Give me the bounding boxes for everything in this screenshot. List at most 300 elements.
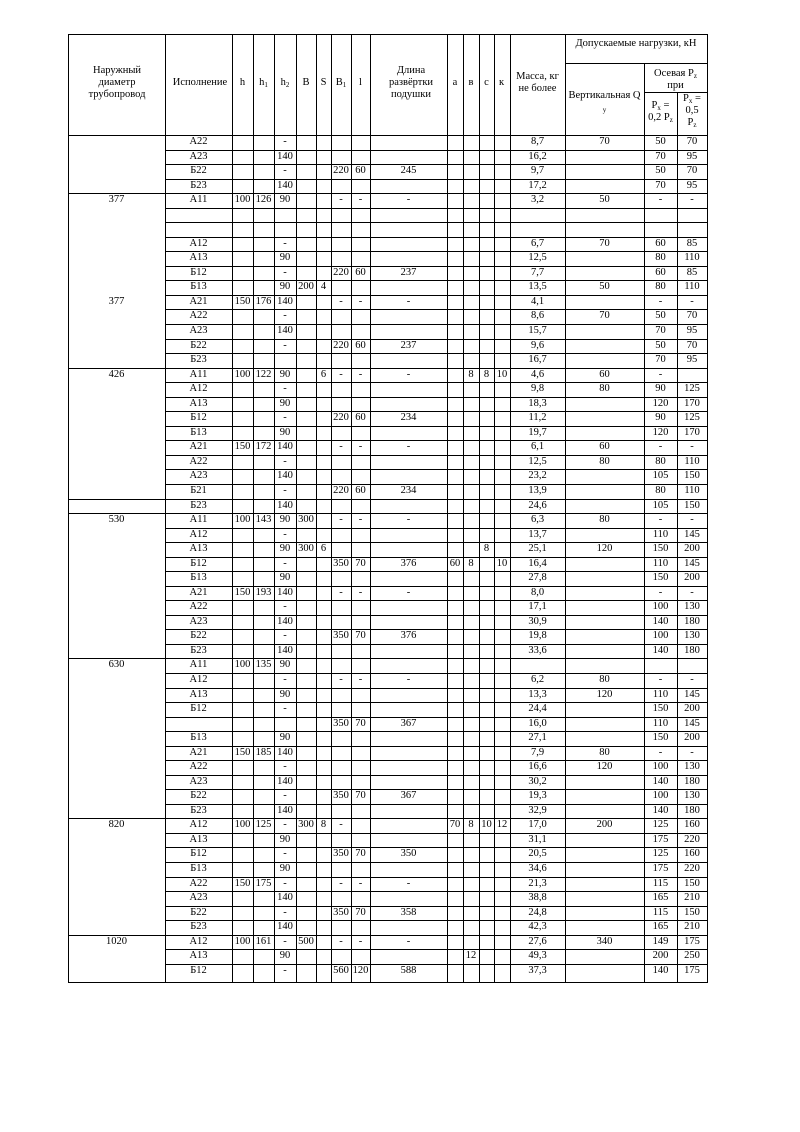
cell-m: 8,0	[530, 586, 545, 598]
cell-p1: 100	[652, 790, 669, 802]
cell-h2: -	[283, 266, 287, 278]
row-line	[165, 600, 708, 601]
header-c: c	[484, 77, 489, 88]
cell-p2: 130	[684, 601, 700, 613]
cell-dl: -	[406, 673, 411, 685]
cell-h: 150	[234, 746, 251, 758]
cell-p2: 200	[684, 703, 700, 715]
cell-m: 6,1	[530, 441, 545, 453]
cell-l: -	[358, 295, 363, 307]
cell-isp: А13	[189, 950, 208, 962]
cell-p2: 130	[684, 630, 700, 642]
cell-p1: 80	[655, 455, 666, 467]
cell-h: 100	[234, 514, 251, 526]
row-line	[165, 949, 708, 950]
cell-p1: 90	[655, 412, 666, 424]
cell-isp: Б22	[190, 790, 207, 802]
cell-h: 150	[234, 295, 251, 307]
row-line	[165, 222, 708, 223]
cell-dl: -	[406, 441, 411, 453]
cell-p2: 70	[686, 136, 698, 147]
cell-p1: -	[658, 673, 663, 685]
cell-p2: 110	[684, 252, 700, 264]
cell-h2: -	[283, 601, 287, 613]
cell-dl: -	[406, 877, 411, 889]
cell-p2: 125	[684, 383, 700, 395]
row-line	[165, 615, 708, 616]
cell-q: 70	[599, 310, 610, 322]
cell-h2: 140	[277, 746, 293, 758]
cell-isp: Б23	[190, 354, 207, 366]
cell-isp: Б23	[190, 921, 207, 933]
cell-p1: 80	[655, 484, 666, 496]
cell-q: 120	[596, 761, 613, 773]
cell-m: 19,7	[528, 426, 547, 438]
cell-m: 16,6	[528, 761, 547, 773]
cell-b1: -	[339, 877, 343, 889]
cell-p2: -	[690, 586, 694, 598]
cell-b1: -	[339, 673, 343, 685]
dimensions-table	[68, 34, 707, 982]
cell-q: 120	[596, 688, 613, 700]
cell-h2: -	[283, 165, 287, 177]
cell-p2: 175	[684, 935, 700, 947]
cell-isp: А23	[189, 775, 208, 787]
cell-h2: -	[283, 455, 287, 467]
cell-dl: -	[406, 935, 411, 947]
cell-isp: А23	[189, 470, 208, 482]
cell-isp: А13	[189, 397, 208, 409]
cell-p2: -	[690, 514, 694, 526]
cell-p1: 115	[652, 906, 669, 918]
cell-c: 10	[481, 819, 492, 831]
cell-l: 70	[355, 717, 366, 729]
cell-p2: 130	[684, 761, 700, 773]
cell-S: 6	[320, 368, 327, 380]
cell-isp: Б21	[190, 484, 207, 496]
cell-isp: А22	[189, 601, 208, 613]
row-line	[165, 353, 708, 354]
cell-p1: 150	[652, 703, 669, 715]
cell-p1: 165	[652, 921, 669, 933]
cell-p2: 145	[684, 688, 700, 700]
cell-isp: Б13	[190, 732, 207, 744]
cell-p2: 250	[684, 950, 700, 962]
cell-h2: 140	[277, 470, 293, 482]
cell-p2: 145	[684, 528, 700, 540]
cell-l: -	[358, 877, 363, 889]
cell-p2: 200	[684, 543, 700, 555]
cell-h2: 140	[277, 644, 293, 656]
cell-m: 20,5	[528, 848, 547, 860]
cell-l: -	[358, 194, 363, 206]
cell-p2: 180	[684, 644, 700, 656]
cell-isp: Б12	[190, 412, 207, 424]
cell-h2: -	[283, 630, 287, 642]
cell-p1: 120	[652, 426, 669, 438]
cell-m: 24,8	[528, 906, 547, 918]
cell-p2: 150	[684, 499, 700, 511]
header-h1: $h_1$	[259, 77, 268, 89]
header-osevaya: Осевая $P_z$ при	[654, 68, 697, 91]
cell-p2: 125	[684, 412, 700, 424]
cell-h2: -	[283, 136, 287, 147]
cell-isp: А13	[189, 252, 208, 264]
cell-h2: -	[283, 383, 287, 395]
header-ispolnenie: Исполнение	[172, 77, 228, 88]
cell-m: 13,3	[528, 688, 547, 700]
header-h2: $h_2$	[280, 77, 290, 89]
cell-isp: А22	[189, 877, 208, 889]
cell-p1: 149	[652, 935, 669, 947]
cell-b1: -	[339, 441, 343, 453]
cell-isp: Б23	[190, 179, 207, 191]
vertical-line	[565, 34, 566, 983]
cell-d: 377	[108, 295, 125, 307]
cell-isp: Б12	[190, 266, 207, 278]
row-line	[165, 150, 708, 151]
cell-m: 17,2	[528, 179, 547, 191]
cell-p2: 170	[684, 426, 700, 438]
cell-p1: 100	[652, 630, 669, 642]
row-line	[165, 731, 708, 732]
cell-h2: 140	[277, 804, 293, 816]
cell-m: 8,6	[530, 310, 545, 322]
cell-l: 60	[355, 484, 366, 496]
cell-m: 18,3	[528, 397, 547, 409]
cell-p2: 70	[686, 310, 698, 322]
cell-p2: -	[690, 295, 694, 307]
cell-m: 3,2	[530, 194, 545, 206]
cell-p2: 145	[684, 717, 700, 729]
cell-p1: 140	[652, 644, 669, 656]
cell-h: 150	[234, 441, 251, 453]
cell-p2: 200	[684, 732, 700, 744]
cell-isp: Б12	[190, 964, 207, 976]
vertical-line	[253, 34, 254, 983]
header-massa: Масса, кг не более	[516, 71, 559, 94]
row-line	[165, 571, 708, 572]
cell-l: 70	[355, 557, 366, 569]
cell-h2: -	[283, 528, 287, 540]
cell-k: 12	[496, 819, 508, 831]
cell-q: 70	[599, 136, 610, 147]
cell-b1: 350	[333, 906, 349, 918]
cell-m: 6,2	[530, 673, 545, 685]
cell-p1: 110	[652, 557, 669, 569]
cell-p2: 160	[684, 848, 700, 860]
vertical-line	[479, 34, 480, 983]
vertical-line	[447, 34, 448, 983]
cell-isp: А12	[189, 383, 208, 395]
cell-h: 100	[234, 935, 251, 947]
cell-dl: 588	[400, 964, 417, 976]
cell-m: 8,7	[530, 136, 545, 147]
cell-p2: 150	[684, 470, 700, 482]
row-line	[165, 920, 708, 921]
cell-l: -	[358, 441, 363, 453]
cell-h1: 161	[255, 935, 272, 947]
cell-b1: 350	[333, 848, 349, 860]
cell-h2: 140	[277, 295, 293, 307]
cell-h: 150	[234, 877, 251, 889]
cell-p2: -	[690, 746, 694, 758]
cell-isp: А23	[189, 150, 208, 162]
cell-B: 300	[298, 819, 314, 831]
cell-h2: -	[283, 790, 287, 802]
header-B: B	[302, 77, 310, 88]
cell-p1: 150	[652, 543, 669, 555]
row-line	[165, 775, 708, 776]
cell-isp: А11	[189, 368, 208, 380]
cell-p1: 90	[655, 383, 666, 395]
cell-m: 31,1	[528, 833, 547, 845]
cell-b1: 350	[333, 557, 349, 569]
row-line	[165, 804, 708, 805]
cell-p1: 140	[652, 615, 669, 627]
cell-b1: 350	[333, 717, 349, 729]
cell-p2: 160	[684, 819, 700, 831]
cell-m: 38,8	[528, 892, 547, 904]
cell-h2: 140	[277, 586, 293, 598]
cell-m: 37,3	[528, 964, 547, 976]
cell-h2: -	[283, 237, 287, 249]
cell-dl: -	[406, 586, 411, 598]
row-line	[165, 426, 708, 427]
cell-m: 16,2	[528, 150, 547, 162]
cell-b1: -	[339, 819, 343, 831]
cell-p2: 180	[684, 804, 700, 816]
cell-isp: А11	[189, 194, 208, 206]
cell-h2: 90	[279, 368, 291, 380]
cell-k: 10	[496, 557, 508, 569]
cell-l: 70	[355, 906, 366, 918]
header-h: h	[239, 77, 246, 88]
cell-q: 340	[596, 935, 613, 947]
cell-l: 60	[355, 266, 366, 278]
cell-p2: -	[690, 441, 694, 453]
cell-p1: -	[658, 295, 663, 307]
cell-b1: 220	[333, 484, 349, 496]
vertical-line	[296, 34, 297, 983]
cell-p1: 110	[652, 688, 669, 700]
cell-q: 80	[599, 455, 610, 467]
cell-p1: 125	[652, 848, 669, 860]
cell-m: 23,2	[528, 470, 547, 482]
cell-p1: 110	[652, 528, 669, 540]
cell-l: -	[358, 368, 363, 380]
cell-p1: 70	[655, 150, 666, 162]
cell-b1: -	[339, 514, 343, 526]
cell-p2: 175	[684, 964, 700, 976]
cell-m: 32,9	[528, 804, 547, 816]
cell-B: 300	[298, 514, 314, 526]
cell-p2: 95	[686, 179, 698, 191]
cell-m: 30,9	[528, 615, 547, 627]
cell-isp: А12	[189, 819, 208, 831]
cell-b: 8	[468, 819, 474, 831]
cell-p1: 175	[652, 863, 669, 874]
cell-isp: А11	[189, 514, 208, 526]
cell-isp: А12	[189, 673, 208, 685]
cell-isp: Б13	[190, 863, 207, 874]
cell-h2: 90	[279, 426, 291, 438]
cell-isp: А22	[189, 310, 208, 322]
cell-p1: 80	[655, 252, 666, 264]
cell-p2: 95	[686, 354, 698, 366]
cell-isp: А12	[189, 528, 208, 540]
cell-p2: 220	[684, 833, 700, 845]
cell-dl: -	[406, 194, 411, 206]
header-dopuskaemye: Допускаемые нагрузки, кН	[575, 38, 697, 49]
row-line	[165, 644, 708, 645]
cell-h: 100	[234, 368, 251, 380]
cell-h2: -	[283, 906, 287, 918]
cell-p1: 50	[655, 136, 666, 147]
vertical-line	[463, 34, 464, 983]
cell-q: 70	[599, 237, 610, 249]
cell-h2: 90	[279, 732, 291, 744]
cell-m: 15,7	[528, 325, 547, 337]
cell-p1: 60	[655, 237, 666, 249]
cell-h1: 193	[255, 586, 272, 598]
cell-h2: -	[283, 848, 287, 860]
cell-b1: -	[339, 295, 343, 307]
cell-h2: -	[283, 761, 287, 773]
cell-m: 33,6	[528, 644, 547, 656]
cell-S: 6	[320, 543, 327, 555]
cell-dl: 376	[400, 630, 417, 642]
cell-dl: -	[406, 368, 411, 380]
cell-p2: -	[690, 194, 694, 206]
cell-isp: Б13	[190, 426, 207, 438]
cell-l: 60	[355, 339, 366, 351]
cell-isp: А12	[189, 935, 208, 947]
cell-a: 70	[449, 819, 461, 831]
cell-d: 377	[108, 194, 125, 206]
cell-p1: 150	[652, 572, 669, 584]
cell-l: 70	[355, 790, 366, 802]
cell-q: 80	[599, 383, 610, 395]
cell-c: 8	[483, 543, 490, 555]
cell-q: 50	[599, 281, 610, 293]
cell-m: 42,3	[528, 921, 547, 933]
header-diameter: Наружный диаметр трубопровод	[88, 65, 146, 100]
cell-h2: 140	[277, 325, 293, 337]
cell-p1: 115	[652, 877, 669, 889]
cell-m: 9,6	[530, 339, 545, 351]
header-b: в	[468, 77, 474, 88]
cell-m: 21,3	[528, 877, 547, 889]
cell-h2: 90	[279, 281, 291, 293]
cell-l: 70	[355, 630, 366, 642]
cell-c: 8	[483, 368, 490, 380]
cell-p1: -	[658, 441, 663, 453]
row-line	[165, 528, 708, 529]
cell-m: 27,1	[528, 732, 547, 744]
cell-isp: Б22	[190, 339, 207, 351]
cell-isp: А21	[189, 441, 208, 453]
cell-m: 49,3	[528, 950, 547, 962]
cell-p1: 80	[655, 281, 666, 293]
cell-p1: -	[658, 586, 663, 598]
header-dlina: Длина развёртки подушки	[388, 65, 434, 100]
cell-h2: -	[283, 412, 287, 424]
cell-h1: 175	[255, 877, 272, 889]
cell-p2: -	[690, 673, 694, 685]
cell-h: 150	[234, 586, 251, 598]
vertical-line	[494, 34, 495, 983]
cell-p2: 220	[684, 863, 700, 874]
cell-isp: А12	[189, 237, 208, 249]
cell-m: 19,3	[528, 790, 547, 802]
cell-b1: 220	[333, 339, 349, 351]
cell-m: 16,4	[528, 557, 547, 569]
cell-p2: 170	[684, 397, 700, 409]
cell-h1: 185	[255, 746, 272, 758]
cell-b1: 560	[333, 964, 349, 976]
cell-h2: 90	[279, 950, 291, 962]
header-vertical: Вертикальная Q $_y$	[568, 90, 641, 114]
cell-h2: -	[283, 557, 287, 569]
cell-m: 13,9	[528, 484, 547, 496]
cell-isp: Б12	[190, 557, 207, 569]
cell-h2: 90	[279, 397, 291, 409]
cell-b1: 350	[333, 790, 349, 802]
cell-l: 60	[355, 412, 366, 424]
cell-p1: -	[658, 194, 663, 206]
cell-isp: А22	[189, 761, 208, 773]
cell-p1: -	[658, 514, 663, 526]
cell-p1: 105	[652, 470, 669, 482]
cell-q: 80	[599, 514, 610, 526]
row-line	[165, 833, 708, 834]
cell-m: 24,6	[528, 499, 547, 511]
cell-dl: 350	[400, 848, 417, 860]
cell-h2: 90	[279, 659, 291, 671]
row-line	[165, 891, 708, 892]
cell-h2: -	[283, 703, 287, 715]
cell-b1: -	[339, 194, 343, 206]
row-line	[68, 499, 166, 500]
cell-q: 80	[599, 673, 610, 685]
cell-h1: 122	[255, 368, 272, 380]
cell-m: 4,6	[530, 368, 545, 380]
cell-m: 7,7	[530, 266, 545, 278]
cell-p1: 105	[652, 499, 669, 511]
cell-isp: Б23	[190, 644, 207, 656]
cell-h2: -	[283, 484, 287, 496]
cell-isp: А11	[189, 659, 208, 671]
cell-p1: -	[658, 368, 663, 380]
row-line	[165, 251, 708, 252]
cell-l: 60	[355, 165, 366, 177]
cell-d: 530	[108, 514, 125, 526]
cell-h1: 176	[255, 295, 272, 307]
cell-B: 500	[298, 935, 314, 947]
cell-m: 25,1	[528, 543, 547, 555]
cell-p1: 120	[652, 397, 669, 409]
cell-p1: 50	[655, 310, 666, 322]
cell-h1: 143	[255, 514, 272, 526]
cell-h2: 140	[277, 441, 293, 453]
row-line	[165, 208, 708, 209]
cell-p1: 140	[652, 775, 669, 787]
cell-d: 426	[108, 368, 125, 380]
cell-p1: 175	[652, 833, 669, 845]
cell-h: 100	[234, 819, 251, 831]
cell-l: -	[358, 673, 363, 685]
